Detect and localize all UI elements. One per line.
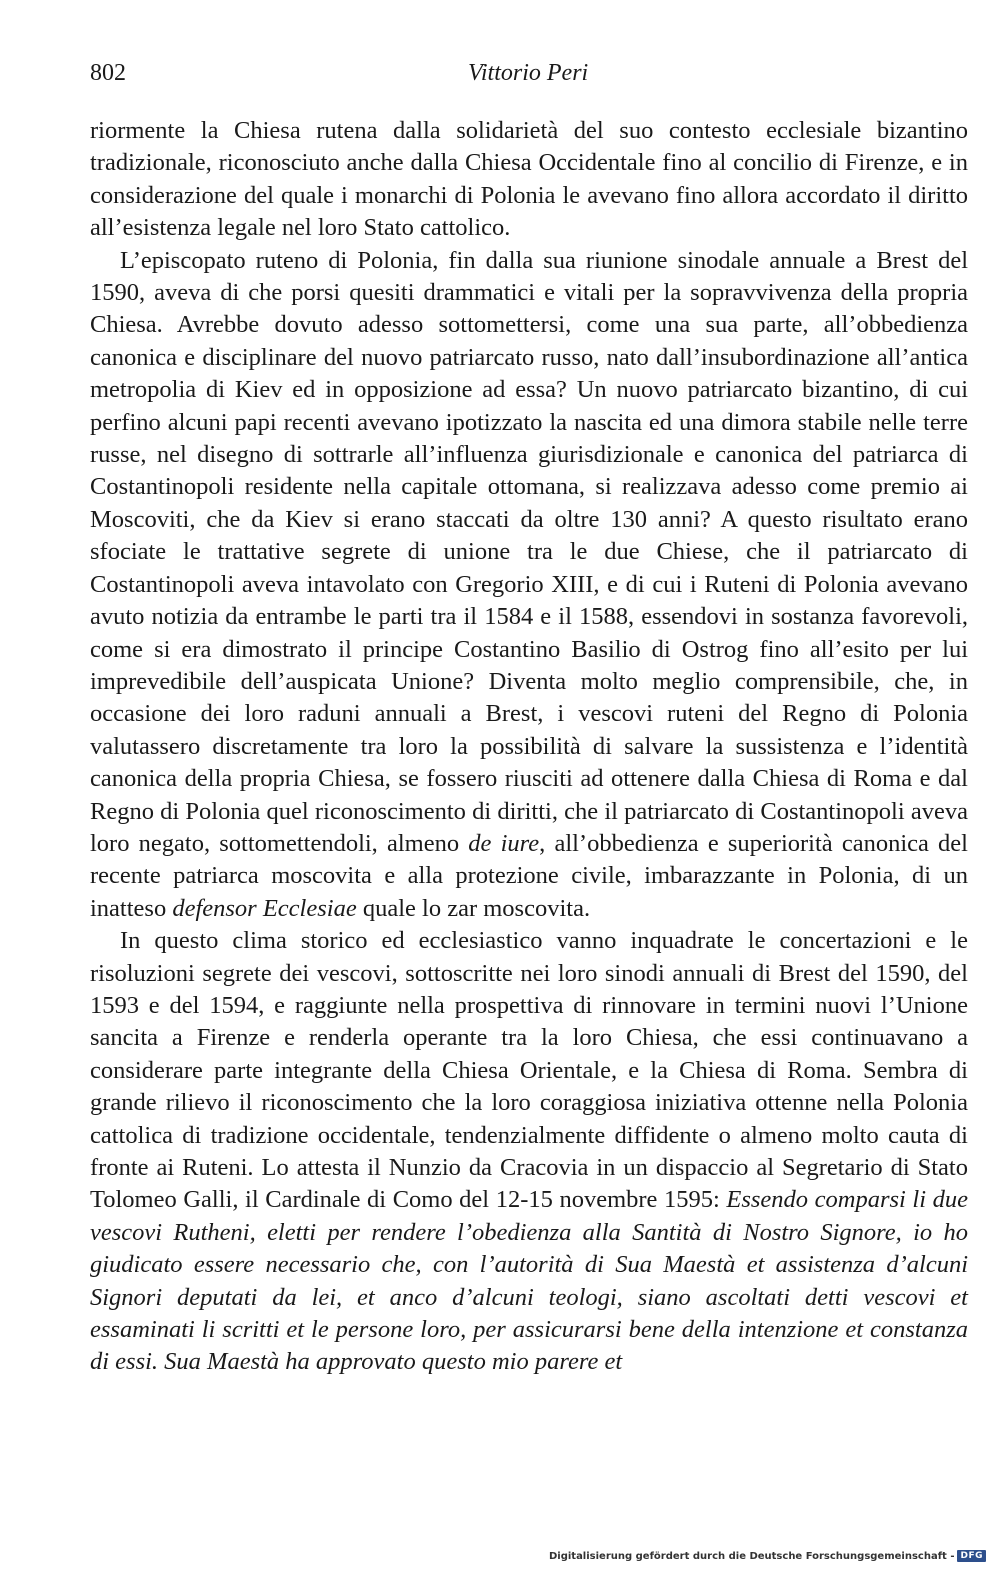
page-number: 802 — [90, 60, 126, 86]
paragraph-1: riormente la Chiesa rutena dalla solidarietà del suo contesto ecclesiale bizantino tradizionale, riconosciuto anche dalla Chiesa Occidentale fino al concilio di Firenze, e in considerazione del quale i monarchi di Polonia le avevano fino allora accordato il diritto all’esistenza legale nel loro Stato cattolico. — [90, 117, 968, 242]
paragraph-2-text-b: , all’obbedienza e superiorità canonica del recente patriarca moscovita e alla protezione civile, imbarazzante in Polonia, di un inatteso — [90, 829, 968, 922]
body-text — [90, 115, 968, 1379]
digitization-credit — [549, 1550, 986, 1562]
paragraph-3-quotation: Essendo comparsi li due vescovi Rutheni, eletti per rendere l’obedienza alla Santità di Nostro Signore, io ho giudicato essere necessario che, con l’autorità di Sua Maestà et assistenza d’alcuni Signori deputati da lei, et anco d’alcuni teologi, siano ascoltati detti vescovi et essaminati li scritti et le persone loro, per assicurarsi bene della intenzione et constanza di essi. Sua Maestà ha approvato questo mio parere et — [90, 1186, 968, 1376]
digitization-credit-text: Digitalisierung gefördert durch die Deutsche Forschungsgemeinschaft - — [548, 1550, 955, 1562]
running-head-author: Vittorio Peri — [468, 60, 589, 86]
dfg-logo: DFG — [957, 1550, 986, 1562]
paragraph-2-text-c: quale lo zar moscovita. — [356, 894, 591, 922]
paragraph-2 — [90, 245, 968, 926]
paragraph-3-text: In questo clima storico ed ecclesiastico vanno inquadrate le concertazioni e le risoluzioni segrete dei vescovi, sottoscritte nei loro sinodi annuali di Brest del 1590, del 1593 e del 1594, e raggiunte nella prospettiva di rinnovare in termini nuovi l’Unione sancita a Firenze e renderla operante tra la loro Chiesa, che essi continuavano a considerare parte integrante della Chiesa Orientale, e la Chiesa di Roma. Sembra di grande rilievo il riconoscimento che la loro coraggiosa iniziativa ottenne nella Polonia cattolica di tradizione occidentale, tendenzialmente diffidente o almeno molto cauta di fronte ai Ruteni. Lo attesta il Nunzio da Cracovia in un dispaccio al Segretario di Stato Tolomeo Galli, il Cardinale di Como del 12-15 novembre 1595: — [90, 927, 968, 1214]
paragraph-2-italic-defensor: defensor Ecclesiae — [172, 894, 357, 922]
running-head — [90, 60, 968, 94]
paragraph-2-italic-de-iure: de iure — [468, 829, 540, 857]
paragraph-2-text-a: L’episcopato ruteno di Polonia, fin dalla sua riunione sinodale annuale a Brest del 1590, aveva di che porsi quesiti drammatici e vitali per la sopravvivenza della propria Chiesa. Avrebbe dovuto adesso sottomettersi, come una sua parte, all’obbedienza canonica e disciplinare del nuovo patriarcato russo, nato dall’insubordinazione all’antica metropolia di Kiev ed in opposizione ad essa? Un nuovo patriarcato bizantino, di cui perfino alcuni papi recenti avevano ipotizzato la nascita ed una dimora stabile nelle terre russe, nel disegno di sottrarle all’influenza giurisdizionale e canonica del patriarca di Costantinopoli residente nella capitale ottomana, si realizzava adesso come premio ai Moscoviti, che da Kiev si erano staccati da oltre 130 anni? A questo risultato erano sfociate le trattative segrete di unione tra le due Chiese, che il patriarcato di Costantinopoli aveva intavolato con Gregorio XIII, e di cui i Ruteni di Polonia avevano avuto notizia da entrambe le parti tra il 1584 e il 1588, essendovi in sostanza favorevoli, come si era dimostrato il principe Costantino Basilio di Ostrog fino all’esito per lui imprevedibile dell’auspicata Unione? Diventa molto meglio comprensibile, che, in occasione dei loro raduni annuali a Brest, i vescovi ruteni del Regno di Polonia valutassero discretamente tra loro la possibilità di salvare la sussistenza e l’identità canonica della propria Chiesa, se fossero riusciti ad ottenere dalla Chiesa di Roma e dal Regno di Polonia quel riconoscimento di diritti, che il patriarcato di Costantinopoli aveva loro negato, sottomettendoli, almeno — [90, 246, 968, 857]
paragraph-3 — [90, 925, 968, 1379]
